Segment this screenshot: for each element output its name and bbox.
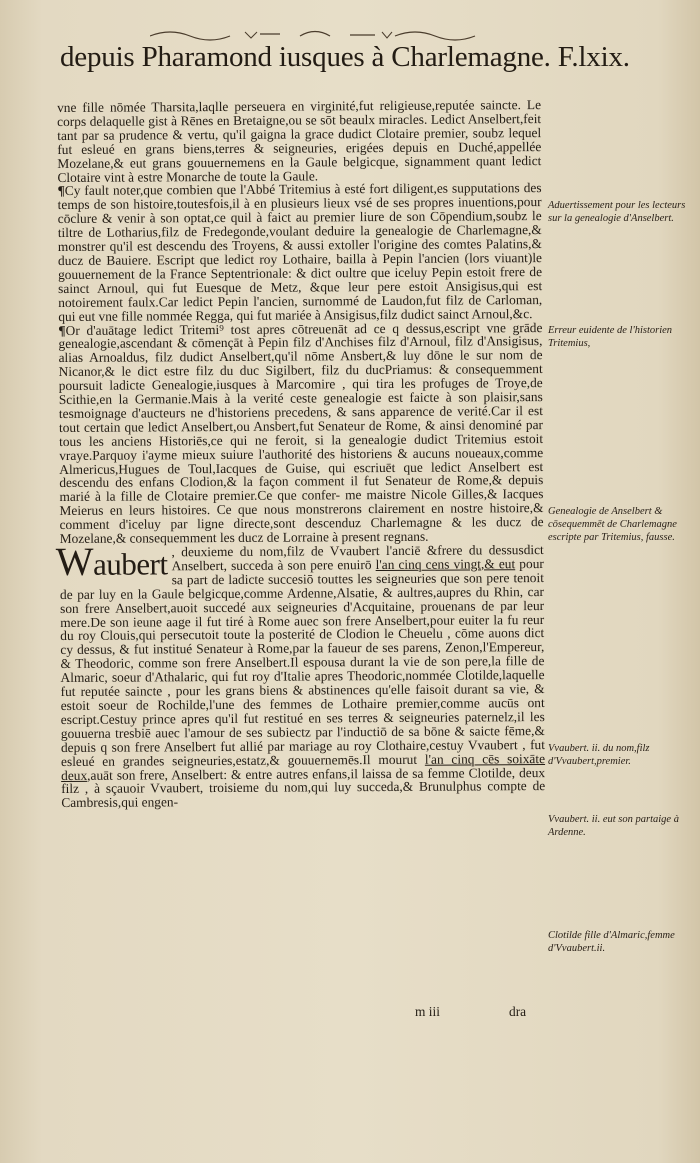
catchword: dra: [509, 1004, 527, 1019]
underlined-date: l'an cinq cēs soixāte deux: [61, 750, 546, 783]
paragraph-text: pour sa part de ladicte succesiō touttes les seigneuries que son pere tenoit de par luy en la Gaule belgicque,comme Ardenne,Alsatie, & aultres,aupres du Rhin, car son frere Anselbert,auoit succedé aux seigneuries d'Acquitaine, prouenans de par leur mere.De son ieune aage il fut tiré à Rome auec son frere Anselbert,pour euiter la fu reur du roy Clouis,qui persecutoit toute la posterité de Clodion le Cheuelu , cōme auons dict cy dessus, & fut institué Senateur à Rome,par la faueur de ses parens, Zenon,l'Empereur, & Theodoric, comme son frere Anselbert.Il espousa durant la vie de son pere,la fille de Almaric, soeur d'Athalaric, qui fut roy d'Italie apres Theodoric,nommée Clotilde,laquelle fut reputée saincte , pour les grans biens & abstinences qu'elle faisoit durant sa vie, & estoit soeur de Rochilde,l'une des femmes de Lothaire premier,comme aucūs ont escript.Cestuy prince apres qu'il fut restitué en ses terres & seigneuries paternelz,il les gouuerna tresbiē auec l'amour de ses subiectz par l'inductiō de sa bōne & saicte fēme,& depuis q son frere Anselbert fut allié par mariage au roy Clothaire,cestuy Vvaubert , fut esleué en grandes seigneuries,estatz,& gouuernemēs.Il mourut: [59, 555, 545, 769]
drop-capital-letter: W: [55, 538, 94, 585]
signature-mark: m iii: [415, 1004, 440, 1019]
margin-note-aduertissement: Aduertissement pour les lecteurs sur la genealogie d'Anselbert.: [548, 200, 686, 224]
paragraph-text: Or d'auātage ledict Tritemi⁹ tost apres cōtreuenāt ad ce q dessus,escript vne grāde genealogie,ascendant & cōmençāt à Pepin filz d'Anchises filz d'Arnoul, filz d'Ansigisus, alias Arnoaldus, filz dudict Anselbert,qu'il nōme Ansbert,& luy dōne le sur nom de Nicanor,& le dict estre filz du duc Sigilbert, filz du ducPriamus: & consequemment poursuit ladicte Genealogie,iusques à Marcomire , qui tira les profuges de Troye,de Scithie,en la Germanie.Mais à la verité ceste genealogie est faicte à son plaisir,sans tesmoignage d'aucteurs ne d'historiens precedens, & sans apparence de verité.Car il est tout certain que ledict Anselbert,ou Ansbert,fut Senateur de Rome, & ainsi denominé par tous les anciens Historiēs,ce qui ne feroit, si la genealogie dudict Tritemius estoit vraye.Parquoy i'ayme mieux suiure l'authorité des historiens & aucuns noueaux,comme Almericus,Hugues de Toul,Iacques de Guise, qui escriuēt que ledict Anselbert est descendu des enfans Clodion,& la façon comment il fut Senateur de Rome,& depuis marié à la fille de Clotaire premier.Ce que confer- me maistre Nicole Gilles,& Iacques Meierus en leurs histoires. Ce que nous monstrerons clairement en nostre histoire,& comment d'iceluy par ligne directe,sont descenduz Charlemagne & les ducz de Mozelane,& consequemment les ducz de Lorraine à present regnans.: [58, 319, 544, 547]
main-text-column: [57, 98, 545, 810]
pilcrow-mark: ¶: [57, 183, 65, 199]
paragraph-anselbert: vne fille nōmée Tharsita,laqlle perseuera en virginité,fut religieuse,reputée saincte. Le corps delaquelle gist à Rēnes en Bretaigne,ou se sōt beaulx miracles. Ledict Anselbert,feit tant par sa prudence & vertu, qu'il gaigna la grace dudict Clotaire premier, soubz lequel fut esleué en grans biens,terres & seigneuries, erigées depuis en Duché,appellée Mozelane,& eut grans gouuernemens en la Gaule belgicque, signamment quant ledict Clotaire vint à estre Monarche de toute la Gaule.: [56, 97, 542, 185]
margin-note-erreur: Erreur euidente de l'historien Tritemius,: [548, 325, 673, 349]
margin-note-clotilde: Clotilde fille d'Almaric,femme d'Vvaubert.ii.: [548, 930, 675, 954]
margin-note-genealogie: Genealogie de Anselbert & cōsequemmēt de Charlemagne escripte par Tritemius, fausse.: [548, 506, 677, 543]
paragraph-text: , deuxieme du nom,filz de Vvaubert l'anciē &frere du dessusdict Anselbert, succeda à son pere enuirō: [171, 542, 544, 574]
margin-note-partaige: Vvaubert. ii. eut son partaige à Ardenne.: [548, 814, 679, 838]
running-header: depuis Pharamond iusques à Charlemagne. F.lxix.: [60, 41, 630, 73]
paragraph-tritemius-note: [58, 181, 543, 323]
drop-capital-word: [55, 538, 168, 585]
paragraph-text: Cy fault noter,que combien que l'Abbé Tritemius à esté fort diligent,es supputations des temps de son histoire,toutesfois,il à en plusieurs lieux vsé de ses propres inuentions,pour cōclure & venir à son optat,ce quil à faict au premier liure de son Cōpendium,soubz le tiltre de Lotharius,filz de Fredegonde,voulant deduire la genealogie de Charlemagne,& monstrer qu'il est descendu des Troyens, & aussi extoller l'origine des comtes Palatins,& ducz de Bauiere. Escript que ledict roy Lothaire, bailla à Pepin l'ancien (lors viuant)le gouuernement de la France Septentrionale: & dict oultre que iceluy Pepin estoit frere de sainct Arnoul, qui fut Euesque de Metz, &que leur pere estoit Ansigisus,qui est notoirement faulx.Car ledict Pepin l'ancien, surnommé de Laudon,fut filz de Carloman, qui eut vne fille nommée Regga, qui fut mariée à Ansigisus,filz dudict sainct Arnoul,&c.: [57, 180, 543, 324]
paragraph-vvaubert: [55, 538, 546, 811]
margin-note-vvaubert-ii: Vvaubert. ii. du nom,filz d'Vvaubert,premier.: [548, 743, 650, 767]
drop-word-rest: aubert: [92, 546, 168, 582]
paragraph-genealogy: [58, 321, 543, 546]
paragraph-text: ,auāt son frere, Anselbert: & entre autres enfans,il laissa de sa femme Clotilde, deux filz , à sçauoir Vvaubert, troisieme du nom,qui luy succeda,& Brunulphus compte de Cambresis,qui engen-: [61, 764, 546, 811]
pilcrow-mark: ¶: [58, 322, 66, 338]
underlined-date: l'an cinq cens vingt,& eut: [375, 556, 516, 572]
